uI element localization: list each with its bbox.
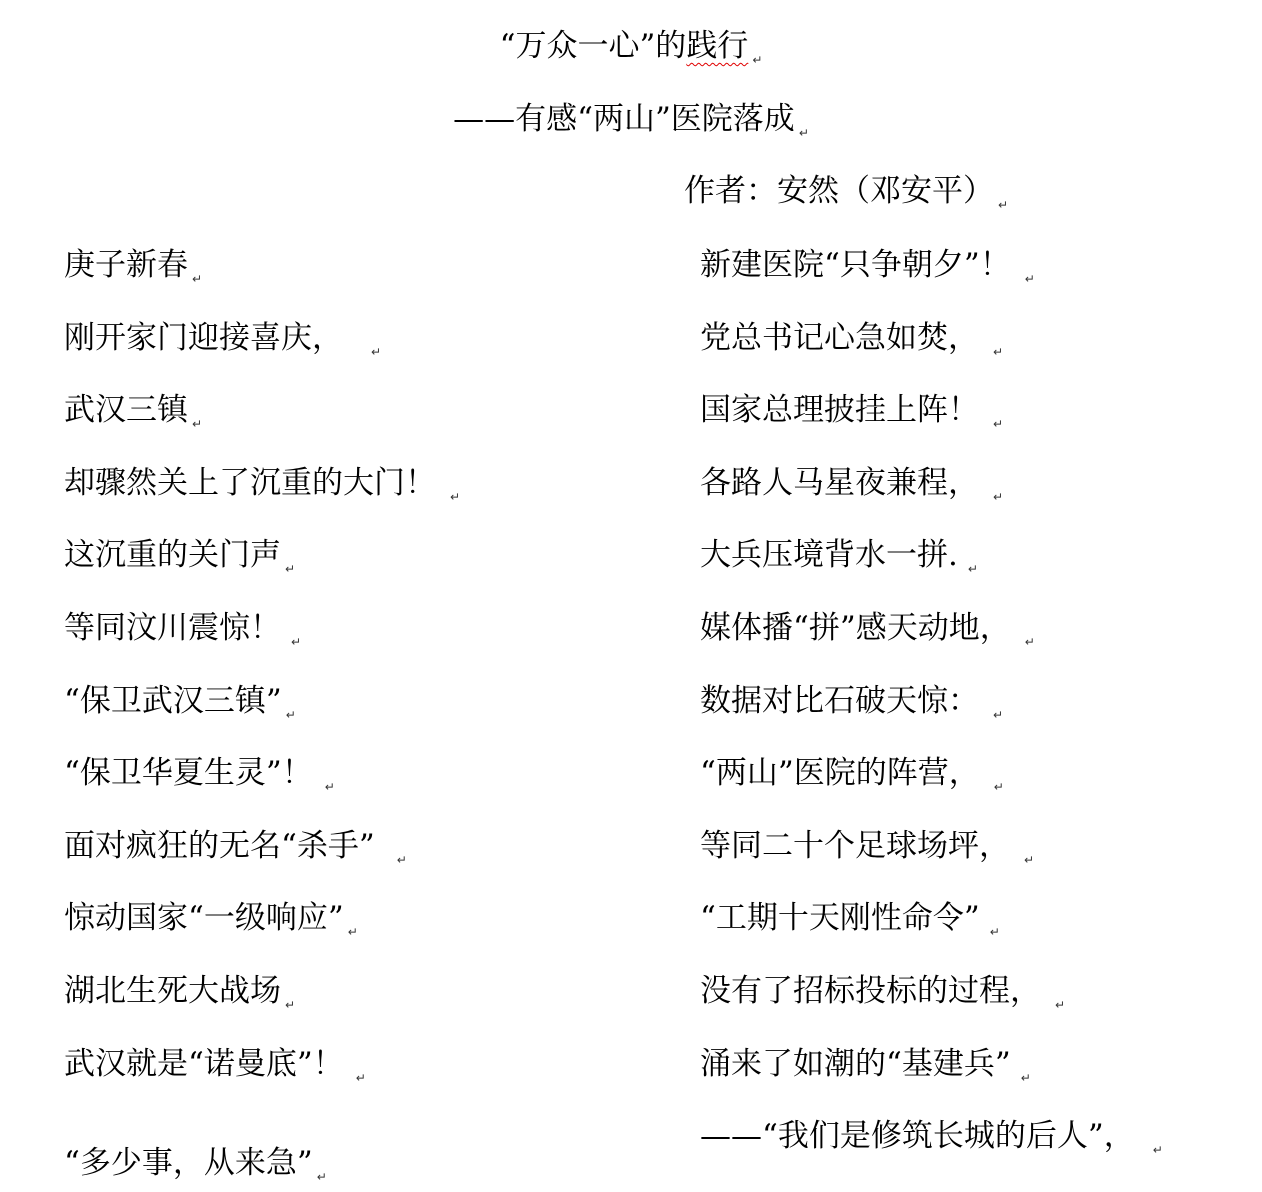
poem-line-left bbox=[64, 245, 202, 285]
paragraph-mark-icon: ↵ bbox=[316, 1170, 327, 1184]
line-text: 却骤然关上了沉重的大门！ bbox=[64, 465, 436, 501]
paragraph-mark-icon: ↵ bbox=[450, 490, 461, 504]
poem-line-left bbox=[64, 1143, 327, 1183]
poem-line-right bbox=[700, 1044, 1031, 1084]
line-text: 庚子新春 bbox=[64, 247, 188, 283]
paragraph-mark-icon: ↵ bbox=[798, 126, 809, 140]
line-text: 面对疯狂的无名“杀手” bbox=[64, 828, 375, 864]
poem-line-right bbox=[700, 898, 1000, 938]
line-text: 数据对比石破天惊： bbox=[700, 683, 979, 719]
poem-line-right bbox=[700, 318, 1003, 358]
paragraph-mark-icon: ↵ bbox=[371, 345, 382, 359]
line-text: 党总书记心急如焚， bbox=[700, 320, 979, 356]
paragraph-mark-icon: ↵ bbox=[285, 562, 296, 576]
title-text: “万众一心”的 bbox=[499, 28, 687, 64]
paragraph-mark-icon: ↵ bbox=[993, 417, 1004, 431]
paragraph-mark-icon: ↵ bbox=[1020, 1071, 1031, 1085]
poem-line-right bbox=[700, 463, 1003, 503]
paragraph-mark-icon: ↵ bbox=[989, 925, 1000, 939]
poem-line-right bbox=[700, 390, 1003, 430]
poem-line-right bbox=[700, 826, 1034, 866]
line-text: 武汉三镇 bbox=[64, 392, 188, 428]
line-text: ——“我们是修筑长城的后人”， bbox=[700, 1118, 1135, 1154]
document-subtitle bbox=[0, 99, 1262, 139]
paragraph-mark-icon: ↵ bbox=[347, 925, 358, 939]
document-title bbox=[0, 26, 1262, 66]
paragraph-mark-icon: ↵ bbox=[192, 417, 203, 431]
paragraph-mark-icon: ↵ bbox=[993, 708, 1004, 722]
line-text: 没有了招标投标的过程， bbox=[700, 973, 1041, 1009]
paragraph-mark-icon: ↵ bbox=[1024, 853, 1035, 867]
poem-line-right bbox=[700, 971, 1065, 1011]
poem-line-left bbox=[64, 535, 295, 575]
paragraph-mark-icon: ↵ bbox=[324, 780, 335, 794]
line-text: 媒体播“拼”感天动地， bbox=[700, 610, 1011, 646]
poem-line-right bbox=[700, 245, 1035, 285]
author-line bbox=[684, 171, 1008, 211]
paragraph-mark-icon: ↵ bbox=[967, 562, 978, 576]
paragraph-mark-icon: ↵ bbox=[993, 490, 1004, 504]
paragraph-mark-icon: ↵ bbox=[1152, 1143, 1163, 1157]
poem-line-left bbox=[64, 826, 407, 866]
paragraph-mark-icon: ↵ bbox=[1024, 272, 1035, 286]
poem-line-right bbox=[700, 608, 1035, 648]
line-text: 这沉重的关门声 bbox=[64, 537, 281, 573]
paragraph-mark-icon: ↵ bbox=[285, 998, 296, 1012]
line-text: “保卫华夏生灵”！ bbox=[64, 755, 313, 791]
poem-line-right bbox=[700, 535, 978, 575]
line-text: “两山”医院的阵营， bbox=[700, 755, 980, 791]
poem-line-left bbox=[64, 898, 358, 938]
paragraph-mark-icon: ↵ bbox=[998, 198, 1009, 212]
subtitle-text: ——有感“两山”医院落成 bbox=[453, 101, 795, 137]
poem-line-right bbox=[700, 681, 1003, 721]
line-text: “保卫武汉三镇” bbox=[64, 683, 282, 719]
line-text: 国家总理披挂上阵！ bbox=[700, 392, 979, 428]
line-text: 湖北生死大战场 bbox=[64, 973, 281, 1009]
line-text: 各路人马星夜兼程， bbox=[700, 465, 979, 501]
line-text: “工期十天刚性命令” bbox=[700, 900, 980, 936]
poem-line-left bbox=[64, 753, 335, 793]
author-text: 作者：安然（邓安平） bbox=[684, 173, 994, 209]
paragraph-mark-icon: ↵ bbox=[291, 635, 302, 649]
paragraph-mark-icon: ↵ bbox=[752, 53, 763, 67]
paragraph-mark-icon: ↵ bbox=[285, 708, 296, 722]
poem-line-left bbox=[64, 608, 301, 648]
line-text: 武汉就是“诺曼底”！ bbox=[64, 1046, 344, 1082]
poem-line-right bbox=[700, 1116, 1163, 1156]
poem-line-left bbox=[64, 390, 202, 430]
poem-line-right bbox=[700, 753, 1004, 793]
line-text: 等同二十个足球场坪， bbox=[700, 828, 1010, 864]
title-misspelled-word: 践行 bbox=[686, 28, 749, 64]
line-text: 涌来了如潮的“基建兵” bbox=[700, 1046, 1011, 1082]
paragraph-mark-icon: ↵ bbox=[1055, 998, 1066, 1012]
poem-line-left bbox=[64, 463, 460, 503]
poem-line-left bbox=[64, 1044, 366, 1084]
line-text: 刚开家门迎接喜庆， bbox=[64, 320, 343, 356]
paragraph-mark-icon: ↵ bbox=[396, 853, 407, 867]
paragraph-mark-icon: ↵ bbox=[192, 272, 203, 286]
paragraph-mark-icon: ↵ bbox=[993, 345, 1004, 359]
paragraph-mark-icon: ↵ bbox=[993, 780, 1004, 794]
paragraph-mark-icon: ↵ bbox=[355, 1071, 366, 1085]
line-text: 等同汶川震惊！ bbox=[64, 610, 281, 646]
line-text: 惊动国家“一级响应” bbox=[64, 900, 344, 936]
line-text: “多少事，从来急” bbox=[64, 1145, 313, 1181]
paragraph-mark-icon: ↵ bbox=[1024, 635, 1035, 649]
poem-line-left bbox=[64, 681, 296, 721]
poem-line-left bbox=[64, 971, 295, 1011]
line-text: 大兵压境背水一拼. bbox=[700, 537, 958, 573]
poem-line-left bbox=[64, 318, 381, 358]
line-text: 新建医院“只争朝夕”！ bbox=[700, 247, 1011, 283]
